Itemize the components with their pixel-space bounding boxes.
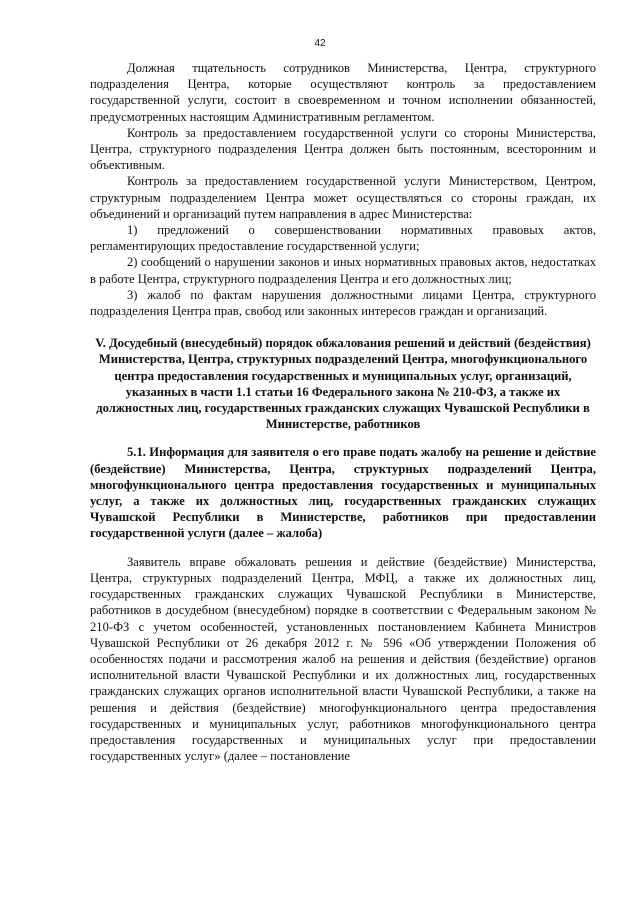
list-item-proposals: 1) предложений о совершенствовании нормативных правовых актов, регламентирующих предоставление государственной услуги; xyxy=(90,223,596,254)
paragraph-diligence: Должная тщательность сотрудников Министерства, Центра, структурного подразделения Центра, которые осуществляют контроль за предоставлением государственной услуги, состоит в своевременном и точном исполнении обязанностей, предусмотренных настоящим Административным регламентом. xyxy=(90,61,596,124)
document-body xyxy=(90,60,596,764)
subsection-heading: 5.1. Информация для заявителя о его праве подать жалобу на решение и действие (бездействие) Министерства, Центра, структурных подразделений Центра, многофункционального центра предоставления государственных и муниципальных услуг, а также их должностных лиц, государственных гражданских служащих Чувашской Республики в Министерстве, работников при предоставлении государственной услуги (далее – жалоба) xyxy=(90,445,596,541)
page-number: 42 xyxy=(314,38,326,49)
paragraph-appeal-right: Заявитель вправе обжаловать решения и действие (бездействие) Министерства, Центра, структурных подразделений Центра, МФЦ, а также их должностных лиц, государственных гражданских служащих Чувашской Республики в Министерстве, работников в досудебном (внесудебном) порядке в соответствии с Федеральным законом № 210-ФЗ с учетом особенностей, установленных постановлением Кабинета Министров Чувашской Республики от 26 декабря 2012 г. № 596 «Об утверждении Положения об особенностях подачи и рассмотрения жалоб на решения и действия (бездействие) органов исполнительной власти Чувашской Республики и их должностных лиц, государственных гражданских служащих органов исполнительной власти Чувашской Республики, а также на решения и действия (бездействие) многофункционального центра предоставления государственных и муниципальных услуг, работников многофункционального центра предоставления государственных и муниципальных услуг при предоставлении государственных услуг» (далее – постановление xyxy=(90,554,596,764)
list-item-reports: 2) сообщений о нарушении законов и иных нормативных правовых актов, недостатках в работе Центра, структурного подразделения Центра и его должностных лиц; xyxy=(90,255,596,286)
paragraph-control-constant: Контроль за предоставлением государственной услуги со стороны Министерства, Центра, структурного подразделения Центра должен быть постоянным, всесторонним и объективным. xyxy=(90,125,596,173)
section-heading: V. Досудебный (внесудебный) порядок обжалования решений и действий (бездействия) Министерства, Центра, структурных подразделений Центра, многофункционального центра предоставления государственных и муниципальных услуг, организаций, указанных в части 1.1 статьи 16 Федерального закона № 210-ФЗ, а также их должностных лиц, государственных гражданских служащих Чувашской Республики в Министерстве, работников xyxy=(95,336,591,432)
list-item-complaints: 3) жалоб по фактам нарушения должностными лицами Центра, структурного подразделения Центра прав, свобод или законных интересов граждан и организаций. xyxy=(90,287,596,319)
paragraph-citizen-control: Контроль за предоставлением государственной услуги Министерством, Центром, структурным подразделением Центра может осуществляться со стороны граждан, их объединений и организаций путем направления в адрес Министерства: xyxy=(90,174,596,221)
